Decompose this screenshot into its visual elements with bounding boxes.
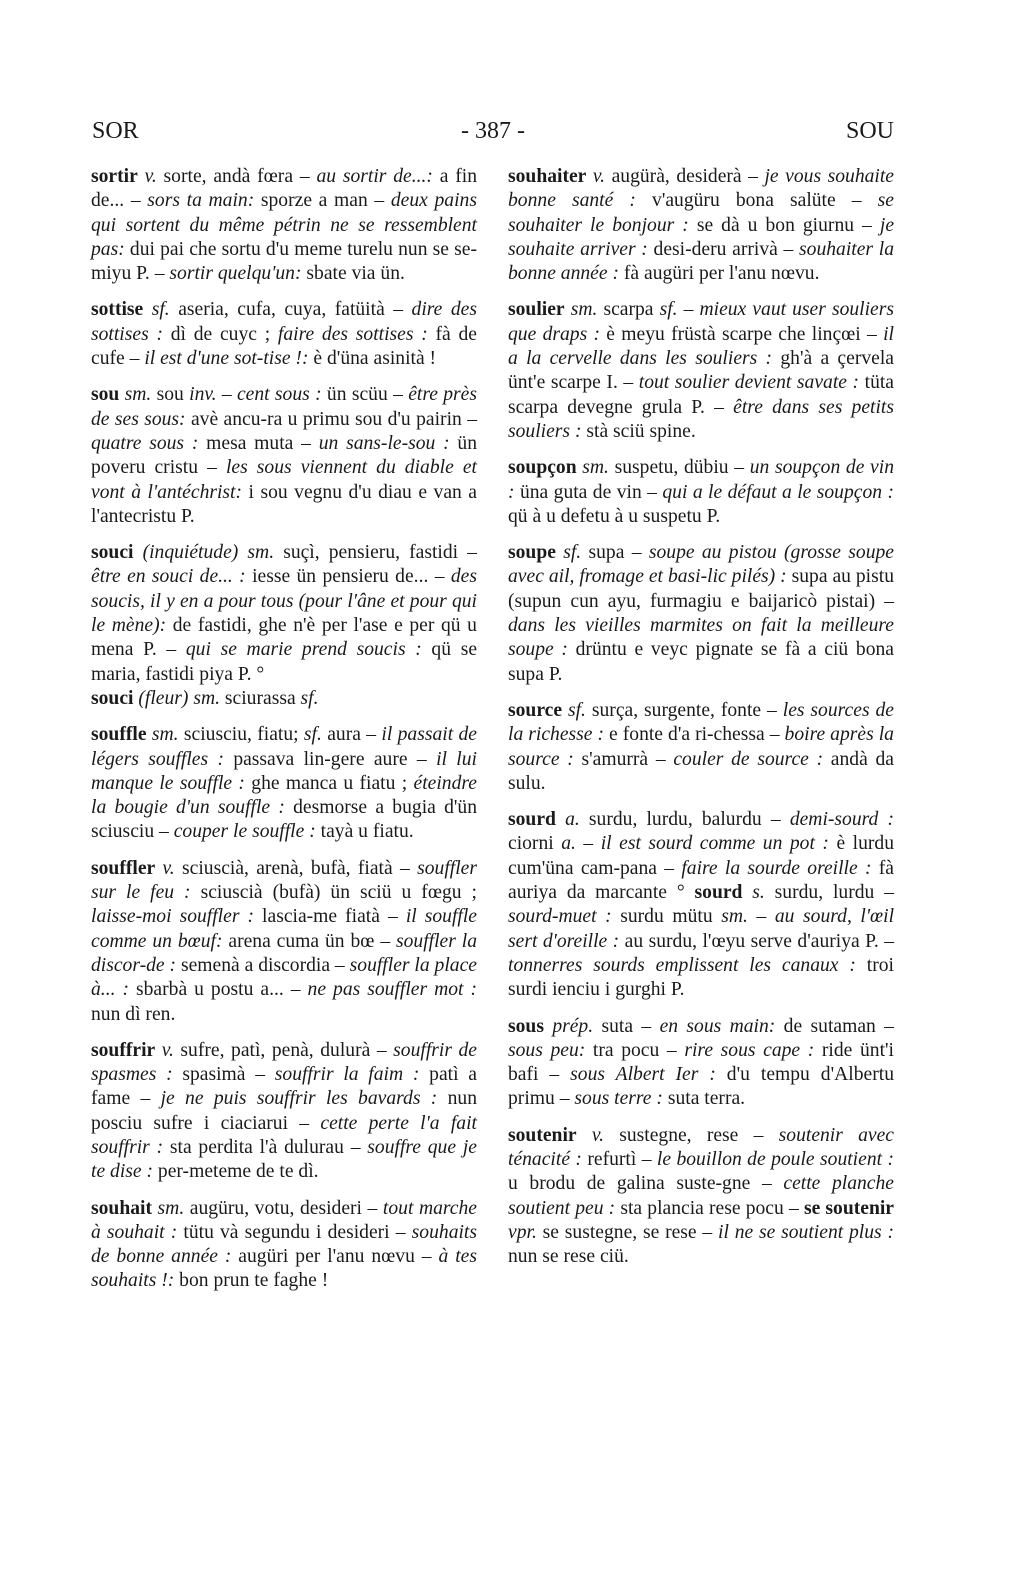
translation-text: suta – [593,1015,660,1037]
translation-text: refurtì – [581,1148,657,1170]
example-phrase: couper le souffle : [173,821,316,843]
translation-text: per-meteme de te dì. [153,1161,319,1183]
translation-text: surdu mütu [611,906,722,928]
translation-text: de fastidi, ghe n'è per l'ase e per qü u mena P. – [91,615,477,661]
translation-text: ciorni [508,833,562,855]
grammar-tag: s. [752,882,765,904]
example-phrase: soupe au pistou (grosse soupe avec ail, fromage et basi-lic pilés) : [508,542,894,588]
translation-text: dì de cuyc ; [162,323,278,345]
example-phrase: sous terre : [574,1088,663,1110]
translation-text: v'augüru bona salüte – [635,190,878,212]
entry-souffle [91,723,477,844]
translation-text: nun dì ren. [91,1003,176,1025]
example-phrase: souffrir de spasmes : [91,1039,477,1086]
translation-text: a fin de... – [91,166,477,212]
entry-soupe [508,541,894,687]
translation-text: i sou vegnu d'u diau e van a l'antecristu P. [91,481,477,527]
entry-souffler [91,857,477,1027]
example-phrase: à tes souhaits !: [91,1246,477,1292]
headword: souci [91,542,134,564]
grammar-tag: sm. [124,384,152,406]
translation-text: sufre, patì, penà, dulurà – [173,1039,394,1061]
example-phrase: cent sous : [236,384,322,406]
page-number: - 387 - [461,118,525,144]
translation-text [742,882,752,903]
headword: soupçon [508,457,577,479]
headword: sottise [91,299,144,321]
headword: souhaiter [508,166,587,187]
headword: soupe [508,542,556,564]
translation-text: sciuscià, arenà, bufà, fiatà – [174,857,418,879]
translation-text [138,166,145,187]
example-phrase: être près de ses sous: [91,384,477,430]
example-phrase: au sourd, l'œil sert d'oreille : [508,906,895,952]
grammar-tag: sm. [570,299,598,321]
example-phrase: il lui manque le souffle : [91,748,477,794]
translation-text: sta plancia rese pocu – [615,1197,804,1219]
example-phrase: il passait de légers souffles : [91,724,477,770]
grammar-tag: vpr. [508,1221,537,1243]
translation-text: mesa muta – [198,432,319,454]
translation-text: spasimà – [172,1064,275,1086]
example-phrase: souhaits de bonne année : [91,1221,477,1268]
grammar-tag: sf. [567,699,586,721]
translation-text: se sustegne, se rese – [536,1221,719,1243]
translation-text: – [575,833,601,855]
example-phrase: tonnerres sourds emplissent les canaux : [508,954,856,976]
translation-text: lascia-me fiatà – [254,906,406,928]
translation-text: surdu, lurdu, balurdu – [579,809,790,831]
grammar-tag: v. [591,1124,604,1146]
translation-text: supa – [581,542,649,564]
grammar-tag: sf. [563,542,582,564]
example-phrase: des soucis, il y en a pour tous (pour l'âne et pour qui le mène): [91,566,477,637]
translation-text: sbate via ün. [301,263,405,285]
translation-text: u brodu de galina suste-gne – [508,1173,784,1195]
translation-text: fà augüri per l'anu nœvu. [619,263,820,285]
translation-text: drüntu e veyc pignate se fà a ciü bona supa P. [508,639,894,685]
translation-text: qü à u defetu à u suspetu P. [508,505,721,527]
example-phrase: au sortir de...: [316,166,433,187]
grammar-tag: sf. [300,687,319,709]
translation-text: sta perdita l'à dulurau – [163,1136,368,1158]
example-phrase: sous Albert Ier : [570,1064,716,1086]
entry-souci [91,541,477,687]
entry-sourd [508,808,894,1002]
grammar-tag: v. [592,166,606,187]
example-phrase: laisse-moi souffler : [91,906,255,928]
example-phrase: souffler la discor-de : [91,930,477,976]
grammar-tag: sf. [303,724,322,746]
translation-text: stà sciü spine. [581,420,696,442]
translation-text: desi-deru arrivà – [647,238,800,260]
running-head [92,118,894,152]
translation-text [143,299,151,320]
headword: sourd [694,882,743,904]
translation-text: è lurdu cum'üna cam-pana – [508,833,895,879]
headword: sourd [508,809,556,831]
headword: souffrir [91,1039,156,1061]
headword: sortir [91,166,138,187]
translation-text [133,542,142,563]
translation-text: sbarbà u postu a... – [129,979,308,1001]
entry-sous [508,1015,894,1112]
translation-text: fà auriya da marcante ° [508,857,894,904]
example-phrase: il est d'une sot-tise !: [144,348,309,370]
example-phrase: sourd-muet : [508,906,612,928]
example-phrase: un sans-le-sou : [318,432,450,454]
translation-text: sou [151,384,190,406]
translation-text: d'u tempu d'Albertu primu – [508,1064,894,1110]
translation-text: tra pocu – [585,1039,685,1061]
translation-text: sciusciu, fiatu; [178,724,304,746]
example-phrase: le bouillon de poule soutient : [656,1148,894,1170]
translation-text: suspetu, dübiu – [608,457,750,479]
translation-text: üna guta de vin – [514,481,663,503]
example-phrase: dire des sottises : [91,299,477,345]
entry-source [508,699,894,796]
translation-text [155,858,162,879]
example-phrase: faire des sottises : [277,323,428,345]
grammar-tag: sm. [157,1197,185,1219]
translation-text: iesse ün pensieru de... – [245,566,451,588]
translation-text: nun posciu sufre i ciaciarui – [91,1088,477,1134]
entry-sortir [91,165,477,286]
example-phrase: deux pains qui sortent du même pétrin ne se ressemblent pas: [91,190,477,260]
translation-text: nun se rese ciü. [508,1246,629,1268]
headword: soulier [508,299,565,321]
translation-text: de sutaman – [775,1015,894,1037]
translation-text: scarpa [597,299,660,321]
translation-text: s'amurrà – [573,748,674,770]
translation-text: surdu, lurdu – [764,882,894,904]
example-phrase: souffler sur le feu : [91,857,477,904]
translation-text: augüri per l'anu nœvu – [231,1246,439,1268]
headword: sous [508,1015,544,1037]
example-phrase: souffre que je te dise : [91,1136,477,1183]
right-column [508,165,894,1281]
translation-text: suta terra. [662,1088,746,1110]
translation-text: ün poveru cristu – [91,432,478,479]
translation-text: è meyu früstà scarpe che linçœi – [600,323,884,345]
example-phrase: tout marche à souhait : [91,1197,477,1243]
example-phrase: être en souci de... : [91,566,246,588]
example-phrase: je ne puis souffrir les bavards : [160,1088,438,1110]
translation-text: – [677,299,700,321]
headword: soutenir [508,1124,577,1146]
example-phrase: faire la sourde oreille : [681,857,872,879]
translation-text: ün scüu – [321,384,409,406]
translation-text: bon prun te faghe ! [174,1270,329,1292]
example-phrase: sortir quelqu'un: [169,263,302,285]
translation-text: tayà u fiatu. [315,821,414,843]
grammar-tag: (fleur) sm. [138,687,221,709]
example-phrase: demi-sourd : [789,809,895,831]
example-phrase: sors ta main: [147,190,255,212]
translation-text: patì a fame – [91,1064,477,1110]
grammar-tag: sm. [721,906,748,928]
example-phrase: quatre sous : [91,432,199,454]
grammar-tag: v. [161,1039,174,1061]
headword: se soutenir [803,1197,894,1219]
translation-text [556,809,565,830]
entry-souhaiter [508,165,894,286]
example-phrase: il ne se soutient plus : [718,1221,894,1243]
example-phrase: qui a le défaut a le soupçon : [662,481,894,503]
grammar-tag: a. [561,833,576,855]
example-phrase: être dans ses petits souliers : [508,396,894,442]
translation-text: au surdu, l'œyu serve d'auriya P. – [619,930,895,952]
translation-text: aura – [321,724,382,746]
grammar-tag: sm. [582,457,609,479]
translation-text: surça, surgente, fonte – [585,699,783,721]
translation-text: arena cuma ün bœ – [222,930,396,952]
translation-text: andà da sulu. [508,748,895,794]
grammar-tag: v. [162,857,175,879]
translation-text: – [216,384,237,406]
translation-text: augüru, votu, desideri – [184,1197,383,1219]
example-phrase: il souffle comme un bœuf: [91,906,477,952]
translation-text: tütu và segundu i desideri – [177,1221,412,1243]
example-phrase: cette planche soutient peu : [508,1173,894,1219]
translation-text: fà de cufe – [91,323,477,370]
entry-souffrir [91,1039,477,1185]
entry-sottise [91,298,477,371]
grammar-tag: sf. [659,299,678,321]
example-phrase: souffler la place à... : [91,954,477,1001]
example-phrase: il est sourd comme un pot : [600,833,829,855]
translation-text: passava lin-gere aure – [223,748,437,770]
example-phrase: éteindre la bougie d'un souffle : [91,772,477,819]
entry-souci-fleur [91,687,477,711]
headword: souhait [91,1197,152,1219]
translation-text: sciurassa [220,687,301,709]
example-phrase: les sous viennent du diable et vont à l'antéchrist: [91,457,477,503]
example-phrase: couler de source : [673,748,824,770]
example-phrase: un soupçon de vin : [508,457,894,503]
translation-text: avè ancu-ra u primu sou d'u pairin – [185,408,477,430]
translation-text: sustegne, rese – [603,1124,779,1146]
example-phrase: souhaiter la bonne année : [508,238,894,285]
translation-text: gh'à a çervela ünt'e scarpe I. – [508,348,894,394]
entry-soulier [508,298,894,444]
translation-text: sporze a man – [254,190,391,212]
example-phrase: rire sous cape : [684,1039,815,1061]
headword: souffler [91,857,156,879]
translation-text: sorte, andà fœra – [156,166,317,187]
left-column [91,165,477,1306]
example-phrase: en sous main: [659,1015,776,1037]
entry-soutenir [508,1124,894,1270]
translation-text: qü se maria, fastidi piya P. ° [91,639,478,685]
headword: souci [91,687,134,709]
headword: souffle [91,724,147,746]
headword: source [508,699,563,721]
grammar-tag: inv. [189,384,217,406]
translation-text: dui pai che sortu d'u meme turelu nun se se-miyu P. – [91,238,477,285]
translation-text: supa au pistu (supun cun ayu, furmagiu e baijaricò pistai) – [508,566,894,612]
translation-text: ghe manca u fiatu ; [244,772,414,794]
example-phrase: qui se marie prend soucis : [185,639,422,661]
translation-text: suçì, pensieru, fastidi – [274,542,477,564]
translation-text: tüta scarpa devegne grula P. – [508,372,895,418]
example-phrase: mieux vaut user souliers que draps : [508,299,894,345]
example-phrase: tout soulier devient savate : [638,372,860,394]
example-phrase: se souhaiter le bonjour : [508,190,894,236]
example-phrase: il a la cervelle dans les souliers : [508,323,894,370]
example-phrase: boire après la source : [508,724,894,770]
example-phrase: ne pas souffler mot : [307,979,478,1001]
example-phrase: les sources de la richesse : [508,699,894,746]
translation-text: è d'üna asinità ! [308,348,437,370]
header-left: SOR [92,118,139,144]
example-phrase: soutenir avec ténacité : [508,1124,895,1170]
example-phrase: sous peu: [508,1039,586,1061]
translation-text: e fonte d'a ri-chessa – [604,724,785,746]
translation-text: – [747,906,775,928]
example-phrase: souffrir la faim : [274,1064,420,1086]
translation-text: sciuscià (bufà) ün sciü u fœgu ; [190,882,477,904]
translation-text [577,1125,592,1146]
example-phrase: dans les vieilles marmites on fait la meilleure soupe : [508,615,894,661]
translation-text: se dà u bon giurnu – [688,214,880,236]
entry-sou [91,383,477,529]
grammar-tag: v. [144,166,157,187]
entry-souhait [91,1197,477,1294]
entry-soupcon [508,456,894,529]
translation-text: ride ünt'i bafi – [508,1039,894,1086]
translation-text: troi surdi ienciu i gurghi P. [508,954,894,1001]
example-phrase: je souhaite arriver : [508,214,895,260]
example-phrase: je vous souhaite bonne santé : [508,166,895,212]
translation-text: semenà a discordia – [176,954,350,976]
translation-text: augürà, desiderà – [605,166,765,187]
translation-text: aseria, cufa, cuya, fatüità – [169,299,412,321]
header-right: SOU [845,118,894,144]
grammar-tag: sm. [151,724,179,746]
grammar-tag: sf. [151,299,170,321]
grammar-tag: prép. [552,1015,594,1037]
translation-text: desmorse a bugia d'ün sciusciu – [91,797,478,843]
grammar-tag: a. [565,809,580,831]
grammar-tag: (inquiétude) sm. [142,542,275,564]
example-phrase: cette perte l'a fait souffrir : [91,1112,477,1158]
headword: sou [91,384,120,406]
